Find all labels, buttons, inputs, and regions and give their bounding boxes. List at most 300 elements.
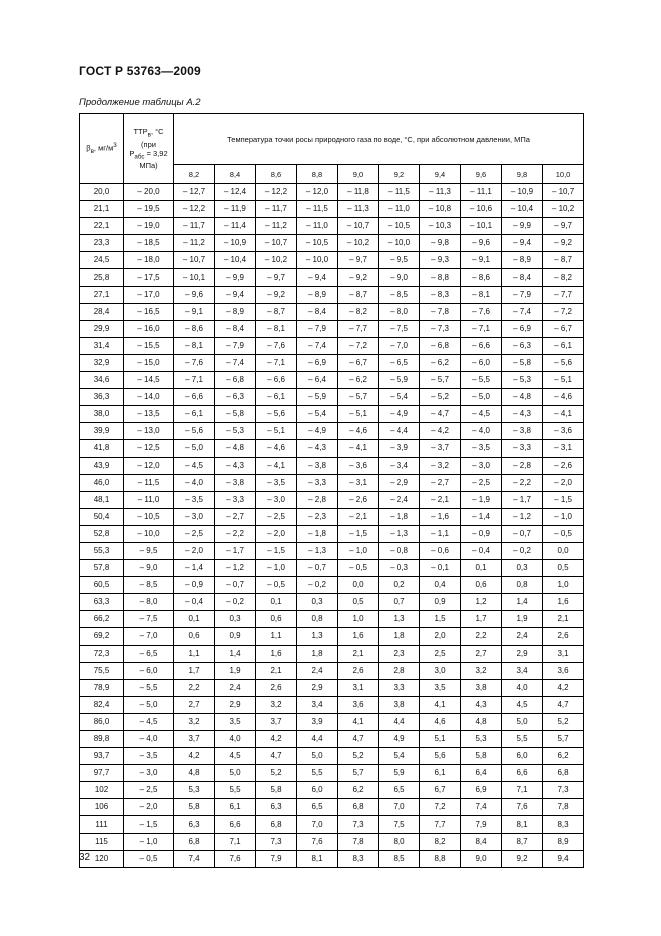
dew-point-cell: 1,4	[502, 594, 543, 611]
dew-point-cell: – 6,8	[420, 337, 461, 354]
dew-point-cell: – 7,6	[461, 303, 502, 320]
table-row	[80, 816, 584, 833]
dew-point-cell: – 0,5	[256, 577, 297, 594]
dew-point-cell: – 5,6	[543, 354, 584, 371]
dew-point-cell: 7,4	[461, 799, 502, 816]
dew-point-cell: 1,4	[215, 645, 256, 662]
dew-point-cell: – 8,1	[174, 337, 215, 354]
dew-point-cell: – 0,5	[338, 560, 379, 577]
dew-point-cell: 6,5	[379, 782, 420, 799]
dew-point-cell: 5,8	[461, 748, 502, 765]
dew-point-cell: – 10,2	[543, 201, 584, 218]
pressure-header-cell: 9,8	[502, 165, 543, 184]
dew-point-cell: – 4,0	[174, 474, 215, 491]
dew-point-cell: 3,8	[461, 679, 502, 696]
dew-point-cell: – 4,9	[379, 406, 420, 423]
dew-point-cell: – 4,1	[338, 440, 379, 457]
beta-cell: 34,6	[80, 372, 124, 389]
dew-point-cell: – 7,2	[338, 337, 379, 354]
dew-point-cell: – 2,2	[215, 525, 256, 542]
dew-point-cell: – 10,0	[379, 235, 420, 252]
dew-point-cell: – 6,7	[338, 354, 379, 371]
dew-point-cell: 1,3	[379, 611, 420, 628]
dew-point-cell: 4,8	[461, 713, 502, 730]
beta-cell: 72,3	[80, 645, 124, 662]
dew-point-cell: 3,6	[338, 696, 379, 713]
beta-cell: 66,2	[80, 611, 124, 628]
dew-point-cell: 5,0	[502, 713, 543, 730]
dew-point-cell: 0,7	[379, 594, 420, 611]
table-row	[80, 782, 584, 799]
dew-point-cell: – 1,0	[338, 542, 379, 559]
dew-point-cell: – 7,4	[297, 337, 338, 354]
dew-point-cell: 0,3	[502, 560, 543, 577]
dew-point-cell: 7,3	[256, 833, 297, 850]
dew-point-cell: 6,0	[502, 748, 543, 765]
ttr-cell: – 7,5	[124, 611, 174, 628]
dew-point-cell: 4,8	[174, 765, 215, 782]
dew-point-cell: 9,2	[502, 850, 543, 867]
dew-point-cell: – 5,7	[338, 389, 379, 406]
ttr-cell: – 13,5	[124, 406, 174, 423]
dew-point-cell: – 3,5	[174, 491, 215, 508]
dew-point-cell: 6,1	[420, 765, 461, 782]
dew-point-cell: – 7,1	[461, 320, 502, 337]
dew-point-cell: – 9,6	[461, 235, 502, 252]
dew-point-cell: – 7,4	[502, 303, 543, 320]
dew-point-cell: 3,9	[297, 713, 338, 730]
dew-point-cell: – 1,3	[379, 525, 420, 542]
beta-cell: 78,9	[80, 679, 124, 696]
dew-point-cell: – 5,3	[215, 423, 256, 440]
table-row	[80, 696, 584, 713]
dew-point-cell: 2,1	[543, 611, 584, 628]
ttr-cell: – 15,0	[124, 354, 174, 371]
dew-point-cell: 3,5	[420, 679, 461, 696]
dew-point-cell: – 7,7	[543, 286, 584, 303]
dew-point-cell: – 3,1	[338, 474, 379, 491]
ttr-cell: – 18,5	[124, 235, 174, 252]
ttr-cell: – 5,0	[124, 696, 174, 713]
dew-point-cell: 6,7	[420, 782, 461, 799]
ttr-cell: – 17,5	[124, 269, 174, 286]
dew-point-cell: – 12,7	[174, 184, 215, 201]
dew-point-cell: – 5,9	[379, 372, 420, 389]
dew-point-cell: – 8,4	[502, 269, 543, 286]
dew-point-cell: – 4,8	[215, 440, 256, 457]
beta-cell: 106	[80, 799, 124, 816]
dew-point-cell: 3,7	[174, 731, 215, 748]
dew-point-cell: 8,5	[379, 850, 420, 867]
table-row	[80, 679, 584, 696]
dew-point-cell: – 0,7	[297, 560, 338, 577]
dew-point-cell: – 7,4	[215, 354, 256, 371]
dew-point-cell: 7,8	[338, 833, 379, 850]
dew-point-cell: 2,4	[502, 628, 543, 645]
dew-point-cell: 4,2	[256, 731, 297, 748]
dew-point-cell: 0,6	[461, 577, 502, 594]
dew-point-cell: 2,9	[215, 696, 256, 713]
dew-point-cell: 1,8	[379, 628, 420, 645]
pressure-header-cell: 8,2	[174, 165, 215, 184]
dew-point-cell: – 5,1	[543, 372, 584, 389]
ttr-cell: – 14,0	[124, 389, 174, 406]
ttr-cell: – 16,0	[124, 320, 174, 337]
dew-point-cell: – 8,4	[215, 320, 256, 337]
beta-cell: 50,4	[80, 508, 124, 525]
table-body	[80, 184, 584, 868]
beta-cell: 69,2	[80, 628, 124, 645]
dew-point-cell: – 11,4	[215, 218, 256, 235]
dew-point-cell: – 6,2	[338, 372, 379, 389]
dew-point-cell: 8,2	[420, 833, 461, 850]
beta-cell: 52,8	[80, 525, 124, 542]
dew-point-cell: 0,9	[215, 628, 256, 645]
dew-point-cell: 1,6	[338, 628, 379, 645]
ttr-cell: – 13,0	[124, 423, 174, 440]
dew-point-cell: – 0,6	[420, 542, 461, 559]
dew-point-cell: 5,3	[461, 731, 502, 748]
dew-point-cell: – 10,1	[174, 269, 215, 286]
dew-point-cell: – 5,8	[215, 406, 256, 423]
dew-point-cell: 5,0	[297, 748, 338, 765]
dew-point-cell: 7,1	[215, 833, 256, 850]
dew-point-cell: 3,5	[215, 713, 256, 730]
dew-point-cell: – 8,9	[215, 303, 256, 320]
beta-cell: 82,4	[80, 696, 124, 713]
dew-point-cell: – 10,9	[215, 235, 256, 252]
dew-point-cell: – 11,0	[379, 201, 420, 218]
dew-point-cell: 4,3	[461, 696, 502, 713]
dew-point-cell: 2,1	[338, 645, 379, 662]
dew-point-cell: – 8,7	[338, 286, 379, 303]
dew-point-cell: – 0,2	[215, 594, 256, 611]
beta-cell: 23,3	[80, 235, 124, 252]
dew-point-cell: – 4,6	[543, 389, 584, 406]
dew-point-cell: – 3,3	[297, 474, 338, 491]
beta-cell: 97,7	[80, 765, 124, 782]
ttr-cell: – 0,5	[124, 850, 174, 867]
dew-point-cell: 9,0	[461, 850, 502, 867]
dew-point-cell: – 4,0	[461, 423, 502, 440]
dew-point-cell: 6,8	[543, 765, 584, 782]
beta-cell: 55,3	[80, 542, 124, 559]
dew-point-cell: – 1,6	[420, 508, 461, 525]
dew-point-cell: – 1,5	[543, 491, 584, 508]
dew-point-cell: – 8,2	[338, 303, 379, 320]
dew-point-cell: – 9,2	[543, 235, 584, 252]
dew-point-cell: – 5,4	[297, 406, 338, 423]
dew-point-cell: 1,1	[256, 628, 297, 645]
dew-point-cell: 4,5	[215, 748, 256, 765]
dew-point-cell: – 6,8	[215, 372, 256, 389]
dew-point-cell: 8,3	[543, 816, 584, 833]
table-row	[80, 748, 584, 765]
table-row	[80, 457, 584, 474]
ttr-cell: – 12,5	[124, 440, 174, 457]
dew-point-cell: – 8,0	[379, 303, 420, 320]
dew-point-cell: – 5,4	[379, 389, 420, 406]
ttr-cell: – 16,5	[124, 303, 174, 320]
beta-cell: 24,5	[80, 252, 124, 269]
dew-point-cell: – 5,7	[420, 372, 461, 389]
dew-point-cell: 8,7	[502, 833, 543, 850]
table-row	[80, 611, 584, 628]
dew-point-cell: – 10,5	[297, 235, 338, 252]
dew-point-cell: 7,3	[543, 782, 584, 799]
beta-cell: 22,1	[80, 218, 124, 235]
dew-point-cell: 8,1	[502, 816, 543, 833]
dew-point-cell: 6,4	[461, 765, 502, 782]
pressure-header-cell: 8,6	[256, 165, 297, 184]
dew-point-cell: 3,4	[297, 696, 338, 713]
dew-point-cell: – 5,5	[461, 372, 502, 389]
dew-point-cell: – 10,9	[502, 184, 543, 201]
dew-point-cell: 2,0	[420, 628, 461, 645]
dew-point-cell: – 8,6	[461, 269, 502, 286]
dew-point-cell: 4,4	[297, 731, 338, 748]
dew-point-cell: – 2,6	[543, 457, 584, 474]
dew-point-cell: 1,7	[461, 611, 502, 628]
dew-point-cell: 4,4	[379, 713, 420, 730]
dew-point-cell: – 11,7	[256, 201, 297, 218]
dew-point-cell: 2,3	[379, 645, 420, 662]
dew-point-cell: – 0,3	[379, 560, 420, 577]
dew-point-cell: – 11,5	[379, 184, 420, 201]
dew-point-cell: 2,7	[174, 696, 215, 713]
beta-cell: 102	[80, 782, 124, 799]
ttr-cell: – 2,0	[124, 799, 174, 816]
dew-point-cell: 1,3	[297, 628, 338, 645]
ttr-cell: – 10,0	[124, 525, 174, 542]
dew-point-cell: 5,2	[543, 713, 584, 730]
dew-point-cell: 1,6	[543, 594, 584, 611]
dew-point-cell: 1,0	[543, 577, 584, 594]
dew-point-cell: – 12,2	[174, 201, 215, 218]
dew-point-cell: 8,1	[297, 850, 338, 867]
dew-point-cell: – 5,0	[461, 389, 502, 406]
dew-point-cell: – 6,6	[461, 337, 502, 354]
dew-point-cell: 7,6	[215, 850, 256, 867]
dew-point-cell: – 8,7	[256, 303, 297, 320]
dew-point-cell: 5,3	[174, 782, 215, 799]
dew-point-cell: – 12,2	[256, 184, 297, 201]
dew-point-cell: – 12,4	[215, 184, 256, 201]
dew-point-cell: 6,2	[543, 748, 584, 765]
beta-cell: 48,1	[80, 491, 124, 508]
table-row	[80, 560, 584, 577]
dew-point-cell: – 9,7	[338, 252, 379, 269]
dew-point-cell: – 6,4	[297, 372, 338, 389]
dew-point-cell: – 6,3	[502, 337, 543, 354]
dew-point-cell: 2,5	[420, 645, 461, 662]
dew-point-cell: 3,6	[543, 662, 584, 679]
dew-point-cell: – 3,3	[502, 440, 543, 457]
dew-point-cell: – 2,6	[338, 491, 379, 508]
dew-point-cell: – 1,7	[215, 542, 256, 559]
dew-point-cell: 3,7	[256, 713, 297, 730]
dew-point-cell: 0,9	[420, 594, 461, 611]
dew-point-cell: 7,0	[379, 799, 420, 816]
dew-point-cell: 7,5	[379, 816, 420, 833]
dew-point-cell: – 11,7	[174, 218, 215, 235]
table-row	[80, 713, 584, 730]
dew-point-cell: 5,9	[379, 765, 420, 782]
dew-point-cell: – 10,2	[338, 235, 379, 252]
ttr-cell: – 6,5	[124, 645, 174, 662]
beta-cell: 28,4	[80, 303, 124, 320]
dew-point-cell: – 8,4	[297, 303, 338, 320]
beta-cell: 20,0	[80, 184, 124, 201]
beta-cell: 120	[80, 850, 124, 867]
dew-point-cell: – 3,8	[297, 457, 338, 474]
dew-point-cell: – 3,9	[379, 440, 420, 457]
table-row	[80, 731, 584, 748]
dew-point-cell: – 0,4	[461, 542, 502, 559]
dew-point-cell: 0,4	[420, 577, 461, 594]
dew-point-cell: 0,8	[297, 611, 338, 628]
ttr-cell: – 19,5	[124, 201, 174, 218]
dew-point-cell: 2,9	[297, 679, 338, 696]
dew-point-cell: – 7,1	[174, 372, 215, 389]
dew-point-cell: – 6,1	[256, 389, 297, 406]
dew-point-cell: – 8,7	[543, 252, 584, 269]
dew-point-cell: – 8,2	[543, 269, 584, 286]
dew-point-cell: – 11,1	[461, 184, 502, 201]
dew-point-cell: 2,2	[461, 628, 502, 645]
dew-point-cell: – 1,4	[461, 508, 502, 525]
dew-point-cell: – 0,4	[174, 594, 215, 611]
dew-point-cell: – 4,3	[297, 440, 338, 457]
dew-point-cell: 6,3	[256, 799, 297, 816]
dew-point-cell: – 0,7	[502, 525, 543, 542]
dew-point-cell: – 9,2	[338, 269, 379, 286]
dew-point-cell: – 3,5	[256, 474, 297, 491]
pressure-header-cell: 8,8	[297, 165, 338, 184]
dew-point-cell: – 1,2	[215, 560, 256, 577]
dew-point-cell: – 3,4	[379, 457, 420, 474]
pressure-header-cell: 9,6	[461, 165, 502, 184]
dew-point-cell: – 0,2	[502, 542, 543, 559]
dew-point-cell: – 5,0	[174, 440, 215, 457]
dew-point-cell: 5,8	[174, 799, 215, 816]
dew-point-cell: – 2,7	[215, 508, 256, 525]
dew-point-cell: – 3,2	[420, 457, 461, 474]
dew-point-cell: 1,0	[338, 611, 379, 628]
dew-point-cell: – 9,4	[215, 286, 256, 303]
dew-point-cell: 7,4	[174, 850, 215, 867]
ttr-cell: – 10,5	[124, 508, 174, 525]
dew-point-cell: – 7,6	[174, 354, 215, 371]
dew-point-cell: – 2,1	[338, 508, 379, 525]
dew-point-cell: 5,7	[338, 765, 379, 782]
dew-point-cell: – 7,9	[215, 337, 256, 354]
dew-point-cell: – 4,2	[420, 423, 461, 440]
dew-point-cell: – 2,1	[420, 491, 461, 508]
dew-point-cell: – 2,5	[256, 508, 297, 525]
dew-point-cell: – 10,6	[461, 201, 502, 218]
table-row	[80, 354, 584, 371]
dew-point-cell: – 2,3	[297, 508, 338, 525]
dew-point-cell: – 4,4	[379, 423, 420, 440]
dew-point-cell: 7,7	[420, 816, 461, 833]
dew-point-cell: – 9,0	[379, 269, 420, 286]
dew-point-cell: 1,8	[297, 645, 338, 662]
dew-point-cell: – 4,9	[297, 423, 338, 440]
dew-point-cell: – 5,1	[338, 406, 379, 423]
dew-point-cell: – 0,9	[174, 577, 215, 594]
table-row	[80, 491, 584, 508]
dew-point-cell: 7,6	[502, 799, 543, 816]
dew-point-cell: – 6,1	[174, 406, 215, 423]
dew-point-cell: 4,7	[338, 731, 379, 748]
dew-point-cell: 1,1	[174, 645, 215, 662]
table-row	[80, 525, 584, 542]
dew-point-cell: 4,7	[543, 696, 584, 713]
dew-point-cell: – 9,1	[174, 303, 215, 320]
dew-point-cell: 3,4	[502, 662, 543, 679]
dew-point-cell: – 0,5	[543, 525, 584, 542]
dew-point-cell: – 7,3	[420, 320, 461, 337]
dew-point-cell: 5,8	[256, 782, 297, 799]
table-row	[80, 389, 584, 406]
dew-point-cell: – 1,0	[256, 560, 297, 577]
dew-point-cell: – 2,4	[379, 491, 420, 508]
dew-point-cell: – 7,5	[379, 320, 420, 337]
dew-point-cell: – 10,2	[256, 252, 297, 269]
dew-point-cell: 7,2	[420, 799, 461, 816]
dew-point-cell: – 9,7	[256, 269, 297, 286]
dew-point-cell: – 4,5	[174, 457, 215, 474]
dew-point-cell: 7,3	[338, 816, 379, 833]
dew-point-cell: 1,6	[256, 645, 297, 662]
dew-point-table	[79, 113, 584, 868]
pressure-header-cell: 8,4	[215, 165, 256, 184]
header-ttr: $ТТР_в$, °С (при $Р_{абс} = 3,92$ МПа)	[124, 114, 174, 184]
dew-point-cell: 0,0	[543, 542, 584, 559]
dew-point-cell: – 5,6	[174, 423, 215, 440]
dew-point-cell: 4,5	[502, 696, 543, 713]
dew-point-cell: 6,8	[256, 816, 297, 833]
table-row	[80, 833, 584, 850]
dew-point-cell: 5,2	[338, 748, 379, 765]
ttr-cell: – 2,5	[124, 782, 174, 799]
dew-point-cell: 2,4	[297, 662, 338, 679]
dew-point-cell: – 4,1	[256, 457, 297, 474]
ttr-cell: – 19,0	[124, 218, 174, 235]
dew-point-cell: 6,6	[215, 816, 256, 833]
dew-point-cell: 1,5	[420, 611, 461, 628]
dew-point-cell: 2,4	[215, 679, 256, 696]
dew-point-cell: – 4,6	[256, 440, 297, 457]
dew-point-cell: – 2,2	[502, 474, 543, 491]
dew-point-cell: – 1,5	[256, 542, 297, 559]
dew-point-cell: – 11,8	[338, 184, 379, 201]
dew-point-cell: – 9,9	[502, 218, 543, 235]
beta-cell: 21,1	[80, 201, 124, 218]
dew-point-cell: – 10,1	[461, 218, 502, 235]
dew-point-cell: – 11,5	[297, 201, 338, 218]
dew-point-cell: – 9,4	[297, 269, 338, 286]
dew-point-cell: 8,8	[420, 850, 461, 867]
dew-point-cell: – 3,3	[215, 491, 256, 508]
dew-point-cell: – 2,0	[174, 542, 215, 559]
dew-point-cell: – 10,7	[338, 218, 379, 235]
dew-point-cell: – 3,8	[502, 423, 543, 440]
dew-point-cell: – 9,6	[174, 286, 215, 303]
beta-cell: 115	[80, 833, 124, 850]
dew-point-cell: 4,1	[420, 696, 461, 713]
